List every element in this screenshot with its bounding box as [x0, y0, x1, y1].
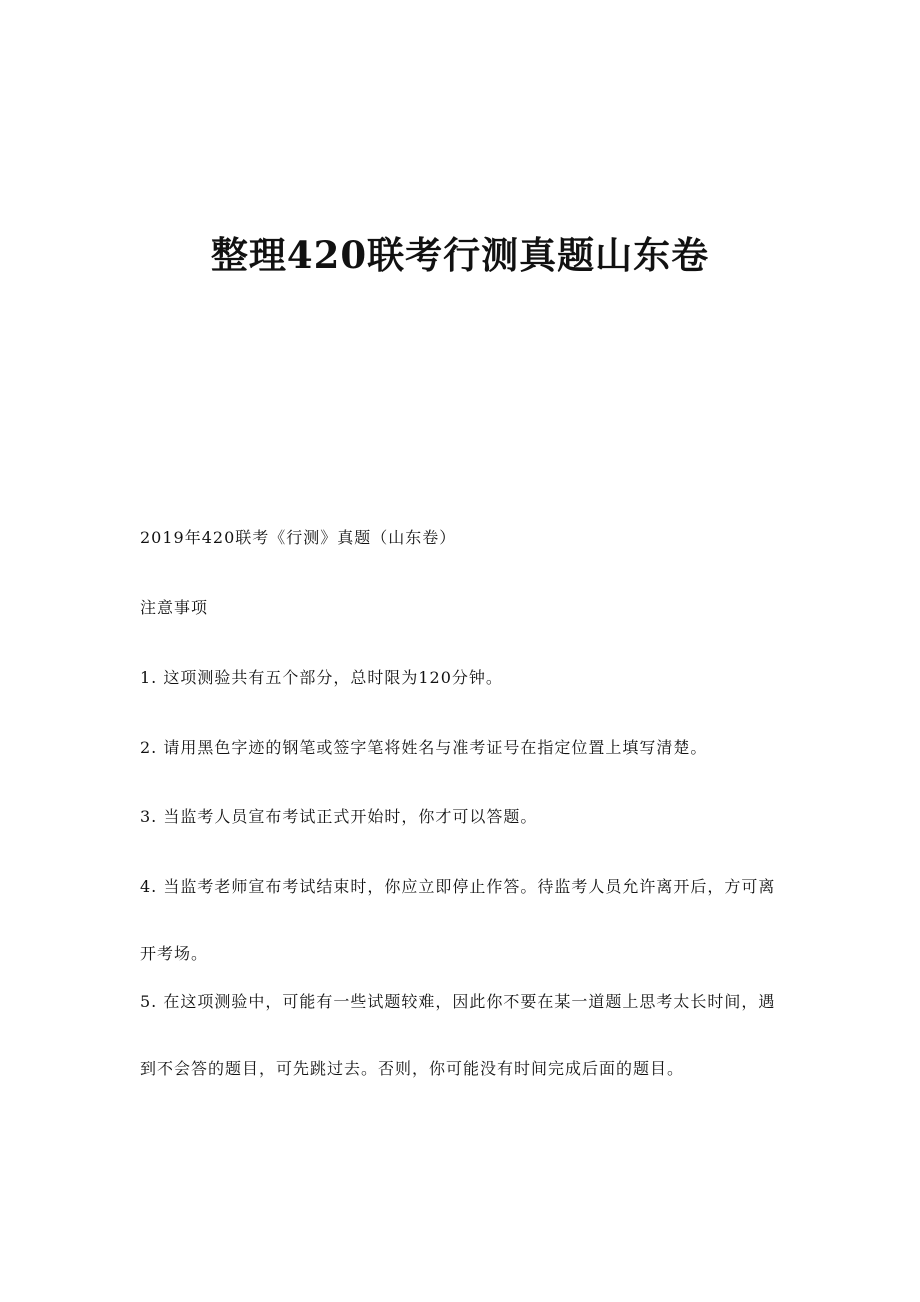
instruction-item-5: 5. 在这项测验中，可能有一些试题较难，因此你不要在某一道题上思考太长时间，遇到不会答的题目，可先跳过去。否则，你可能没有时间完成后面的题目。 — [140, 992, 776, 1078]
instruction-item-2: 2. 请用黑色字迹的钢笔或签字笔将姓名与准考证号在指定位置上填写清楚。 — [140, 738, 708, 757]
exam-heading: 2019年420联考《行测》真题（山东卷） — [140, 528, 457, 547]
instruction-item-4: 4. 当监考老师宣布考试结束时，你应立即停止作答。待监考人员允许离开后，方可离开考场。 — [140, 877, 776, 963]
instruction-item-1: 1. 这项测验共有五个部分，总时限为120分钟。 — [140, 668, 503, 687]
notice-heading: 注意事项 — [140, 598, 209, 617]
instruction-item-3: 3. 当监考人员宣布考试正式开始时，你才可以答题。 — [140, 807, 538, 826]
document-title: 整理420联考行测真题山东卷 — [210, 233, 710, 277]
